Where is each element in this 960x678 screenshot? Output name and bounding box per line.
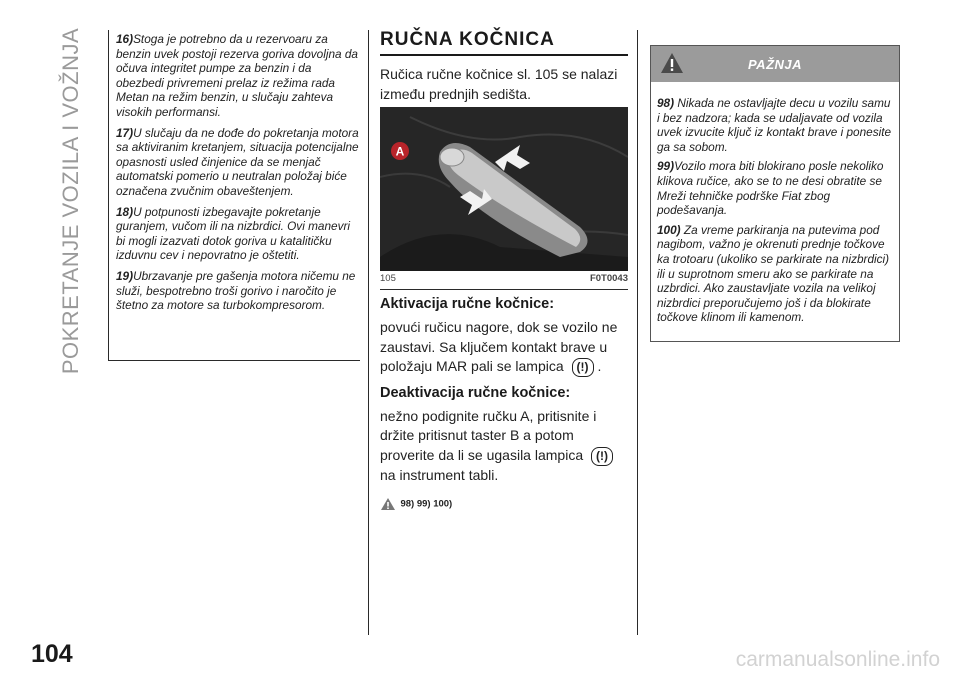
chapter-side-title	[58, 27, 84, 374]
brake-warning-icon: (!)	[591, 447, 613, 466]
figure-rule	[380, 289, 628, 290]
warning-item-number: 98)	[657, 96, 675, 110]
note-text: Stoga je potrebno da u rezervoaru za benzin uvek postoji rezerva goriva dovoljna da očuva integritet pumpe za benzin i da obezbedi privremeni prelaz iz režima rada Metan na režim benzin, u slučaju zahteva visokih performansi.	[116, 32, 358, 119]
section-intro: Ručica ručne kočnice sl. 105 se nalazi između prednjih sedišta.	[380, 66, 618, 102]
warning-item-99	[657, 159, 893, 217]
note-18	[116, 205, 360, 263]
warning-title: PAŽNJA	[747, 57, 803, 72]
figure-code: F0T0043	[589, 273, 628, 284]
activation-end: .	[597, 358, 602, 374]
note-17	[116, 126, 360, 199]
brake-warning-icon: (!)	[572, 358, 594, 377]
activation-title: Aktivacija ručne kočnice:	[380, 296, 555, 312]
figure-number: 105	[380, 273, 396, 284]
activation-paragraph	[380, 318, 628, 377]
warning-body	[651, 82, 899, 325]
warning-item-number: 100)	[657, 222, 681, 237]
note-19	[116, 269, 360, 313]
footer-watermark: carmanualsonline.info	[735, 648, 940, 671]
warning-item-100	[657, 223, 893, 325]
handbrake-illustration	[380, 107, 628, 271]
figure-105	[380, 107, 628, 290]
page-number: 104	[31, 640, 73, 668]
warning-item-text: Za vreme parkiranja na putevima pod nagibom, važno je okrenuti prednje točkove ka trotoaru (ukoliko se parkirate na nizbrdici) ili u suprotnom smeru ako se parkirate na uzbrdici. Ako zaustavljate vozila na velikoj nizbrdici preporučujemo još i da blokirate točkove klinom ili kamenom.	[657, 222, 890, 325]
note-number: 17)	[116, 125, 134, 140]
section-title: RUČNA KOČNICA	[380, 29, 628, 56]
warning-triangle-icon	[380, 497, 396, 511]
deactivation-paragraph	[380, 407, 628, 485]
note-16	[116, 32, 360, 120]
note-number: 18)	[116, 204, 134, 219]
notes-block	[108, 30, 360, 361]
note-text: U potpunosti izbegavajte pokretanje guranjem, vučom ili na nizbrdici. Ovi manevri bi mogli izazvati dotok goriva u katalitičku izduvnu cev i nepovratno je oštetiti.	[116, 204, 351, 263]
column-divider-middle	[368, 30, 369, 635]
deactivation-title: Deaktivacija ručne kočnice:	[380, 384, 571, 401]
warning-item-text: Vozilo mora biti blokirano posle nekoliko klikova ručice, ako se to ne desi obratite se Mreži tehničke podrške Fiat zbog podešavanja.	[657, 159, 884, 218]
warning-references	[380, 495, 628, 513]
warning-item-98	[657, 96, 893, 154]
activation-text: povući ručicu nagore, dok se vozilo ne zaustavi. Sa ključem kontakt brave u položaju MAR pali se lampica	[380, 319, 618, 374]
section-column	[380, 29, 628, 104]
figure-caption	[380, 273, 628, 287]
column-divider-right	[637, 30, 638, 635]
warning-item-number: 99)	[657, 159, 675, 174]
note-text: Ubrzavanje pre gašenja motora ničemu ne služi, bespotrebno troši gorivo i naročito je štetno za motore sa turbokompresorom.	[116, 268, 356, 313]
note-number: 19)	[116, 268, 134, 283]
warning-box	[650, 45, 900, 342]
section-body	[380, 296, 628, 513]
reference-numbers: 98) 99) 100)	[400, 498, 453, 510]
handbrake-drawing	[380, 107, 628, 271]
deactivation-end: na instrument tabli.	[380, 466, 499, 483]
figure-label-a: A	[395, 144, 405, 159]
warning-header	[651, 46, 899, 82]
note-number: 16)	[116, 32, 134, 46]
note-text: U slučaju da ne dođe do pokretanja motora sa aktiviranim kretanjem, situacija potencijalne opasnosti usled činjenice da se menjač automatski pomerio u neutralan položaj biće označena zvučnim obaveštenjem.	[116, 125, 359, 198]
deactivation-text: nežno podignite ručku A, pritisnite i držite pritisnut taster B a potom proverite da li se ugasila lampica	[380, 407, 597, 463]
warning-item-text: Nikada ne ostavljajte decu u vozilu samu i bez nadzora; kada se udaljavate od vozila uvek izvucite ključ iz kontakt brave i ponesite ga sa sobom.	[657, 96, 892, 154]
chapter-side-title-text: POKRETANJE VOZILA I VOŽNJA	[58, 27, 83, 374]
